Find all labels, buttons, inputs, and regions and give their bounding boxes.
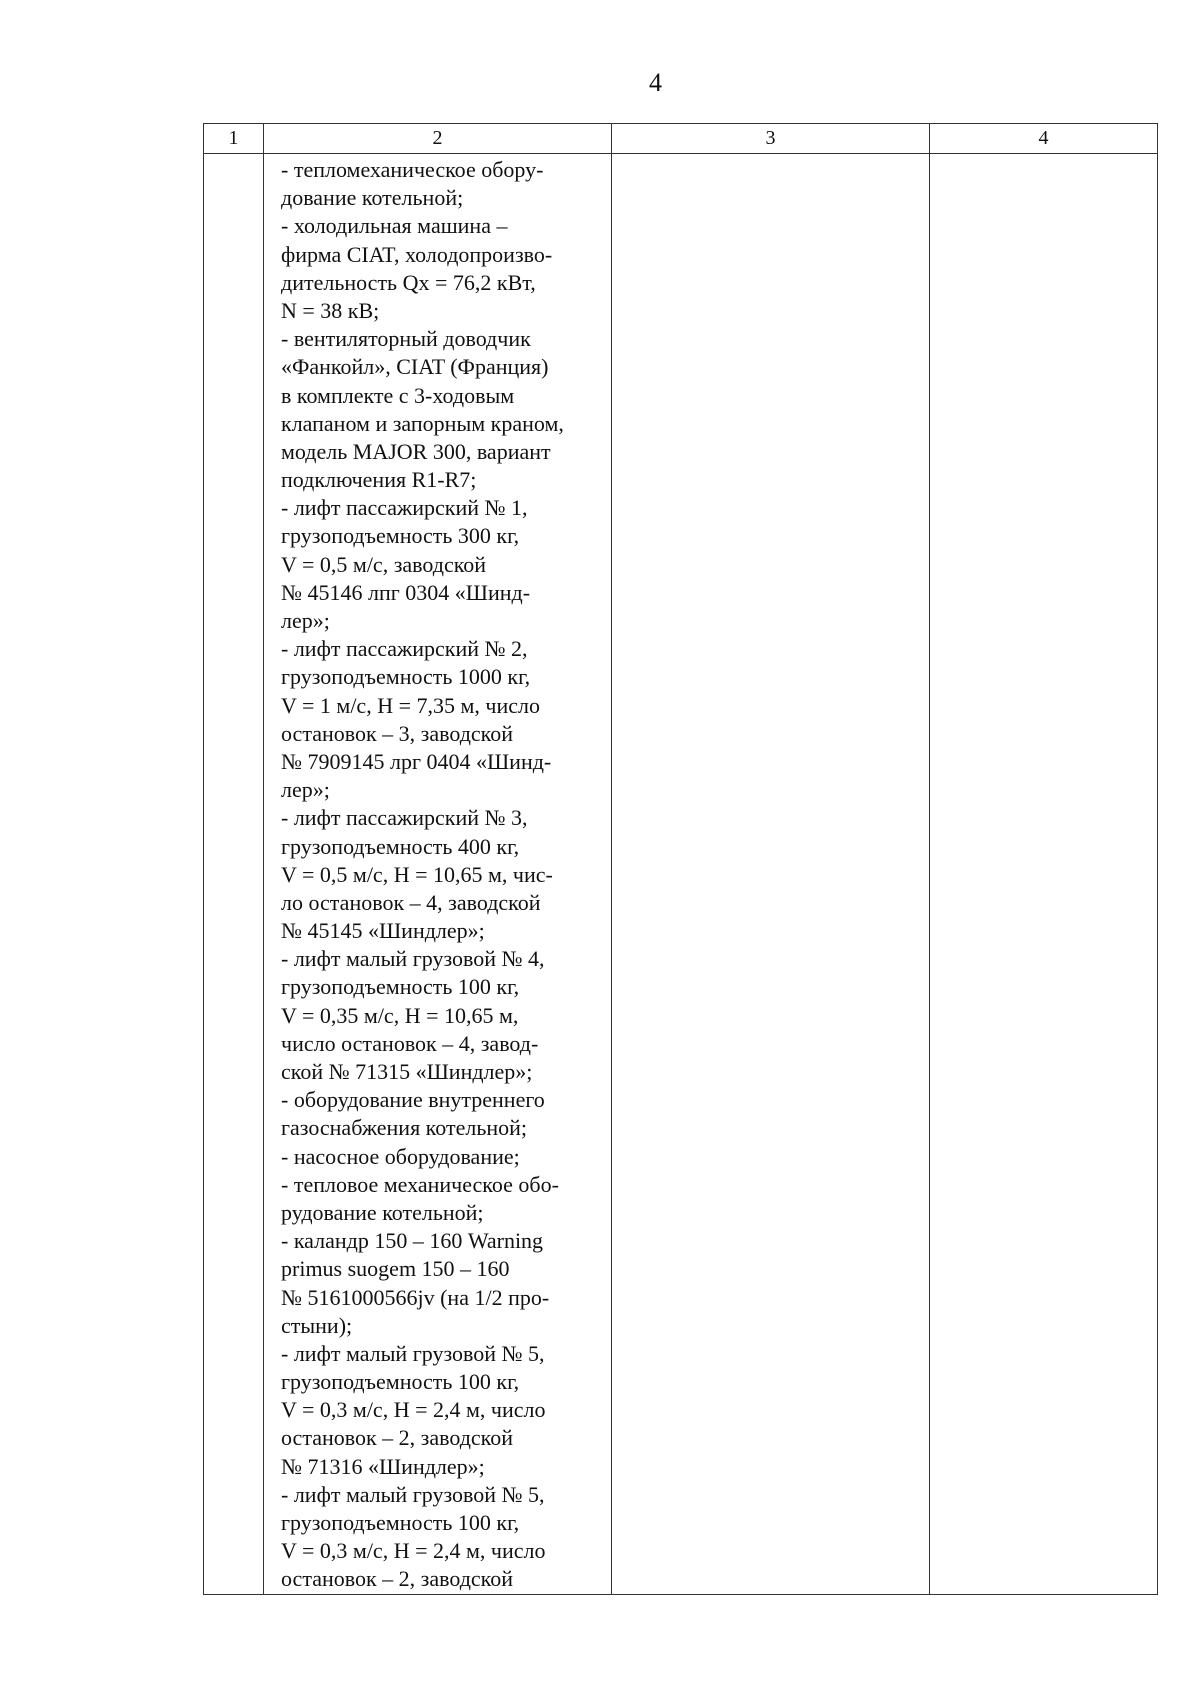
header-cell-1: 1 — [204, 124, 264, 154]
description-line: грузоподъемность 100 кг, — [281, 1510, 520, 1535]
header-cell-4: 4 — [930, 124, 1158, 154]
page-number: 4 — [649, 68, 662, 97]
header-cell-3: 3 — [612, 124, 930, 154]
description-line: остановок – 2, заводской — [281, 1425, 514, 1451]
column-2-cell — [264, 154, 612, 1595]
description-line: V = 0,5 м/с, H = 10,65 м, чис- — [281, 861, 553, 887]
description-line: модель MAJOR 300, вариант — [281, 438, 551, 464]
description-line: - лифт пассажирский № 3, — [281, 805, 528, 831]
equipment-description — [264, 154, 611, 1594]
description-line: - тепловое механическое обо- — [281, 1171, 559, 1197]
description-line: - насосное оборудование; — [281, 1143, 520, 1169]
description-line: стыни); — [281, 1312, 353, 1338]
description-line: грузоподъемность 1000 кг, — [281, 664, 531, 690]
header-cell-2: 2 — [264, 124, 612, 154]
description-line: лер»; — [281, 777, 330, 803]
description-line: - оборудование внутреннего — [281, 1087, 545, 1113]
description-line: - лифт малый грузовой № 5, — [281, 1340, 545, 1366]
description-line: - вентиляторный доводчик — [281, 326, 531, 352]
equipment-table — [203, 123, 1158, 1595]
description-line: остановок – 2, заводской — [281, 1566, 514, 1592]
description-line: ской № 71315 «Шиндлер»; — [281, 1059, 533, 1084]
description-line: primus suogem 150 – 160 — [281, 1256, 510, 1282]
description-line: в комплекте с 3-ходовым — [281, 382, 515, 408]
description-line: V = 0,3 м/с, H = 2,4 м, число — [281, 1538, 546, 1564]
description-line: лер»; — [281, 608, 330, 633]
description-line: V = 0,35 м/с, H = 10,65 м, — [281, 1002, 519, 1028]
description-line: V = 0,3 м/с, H = 2,4 м, число — [281, 1397, 546, 1423]
description-line: - холодильная машина – — [281, 213, 508, 239]
description-line: № 5161000566jv (на 1/2 про- — [281, 1284, 550, 1310]
table-header-row — [204, 124, 1158, 154]
description-line: грузоподъемность 400 кг, — [281, 833, 520, 859]
description-line: - лифт пассажирский № 2, — [281, 636, 528, 662]
description-line: грузоподъемность 300 кг, — [281, 523, 520, 549]
description-line: N = 38 кВ; — [281, 297, 380, 323]
description-line: № 45145 «Шиндлер»; — [281, 918, 485, 944]
description-line: дительность Qx = 76,2 кВт, — [281, 269, 536, 295]
description-line: - лифт малый грузовой № 5, — [281, 1481, 545, 1507]
description-line: - тепломеханическое обору- — [281, 157, 544, 182]
description-line: V = 1 м/с, H = 7,35 м, число — [281, 692, 540, 718]
description-line: грузоподъемность 100 кг, — [281, 1369, 520, 1395]
column-4-cell — [930, 154, 1158, 1595]
description-line: газоснабжения котельной; — [281, 1115, 528, 1141]
description-line: ло остановок – 4, заводской — [281, 889, 541, 915]
description-line: подключения R1-R7; — [281, 467, 477, 493]
description-line: № 7909145 лрг 0404 «Шинд- — [281, 748, 552, 774]
description-line: число остановок – 4, завод- — [281, 1030, 539, 1056]
description-line: - каландр 150 – 160 Warning — [281, 1228, 544, 1254]
column-3-cell — [612, 154, 930, 1595]
description-line: № 45146 лпг 0304 «Шинд- — [281, 579, 531, 605]
description-line: «Фанкойл», CIAT (Франция) — [281, 354, 549, 380]
description-line: V = 0,5 м/с, заводской — [281, 551, 487, 577]
description-line: дование котельной; — [281, 185, 464, 211]
description-line: - лифт малый грузовой № 4, — [281, 946, 545, 972]
description-line: грузоподъемность 100 кг, — [281, 974, 520, 1000]
table-body-row — [204, 154, 1158, 1595]
description-line: рудование котельной; — [281, 1199, 484, 1225]
description-line: остановок – 3, заводской — [281, 720, 514, 746]
description-line: № 71316 «Шиндлер»; — [281, 1453, 485, 1479]
description-line: фирма CIAT, холодопроизво- — [281, 241, 553, 267]
description-line: клапаном и запорным краном, — [281, 410, 564, 436]
description-line: - лифт пассажирский № 1, — [281, 495, 528, 521]
column-1-cell — [204, 154, 264, 1595]
